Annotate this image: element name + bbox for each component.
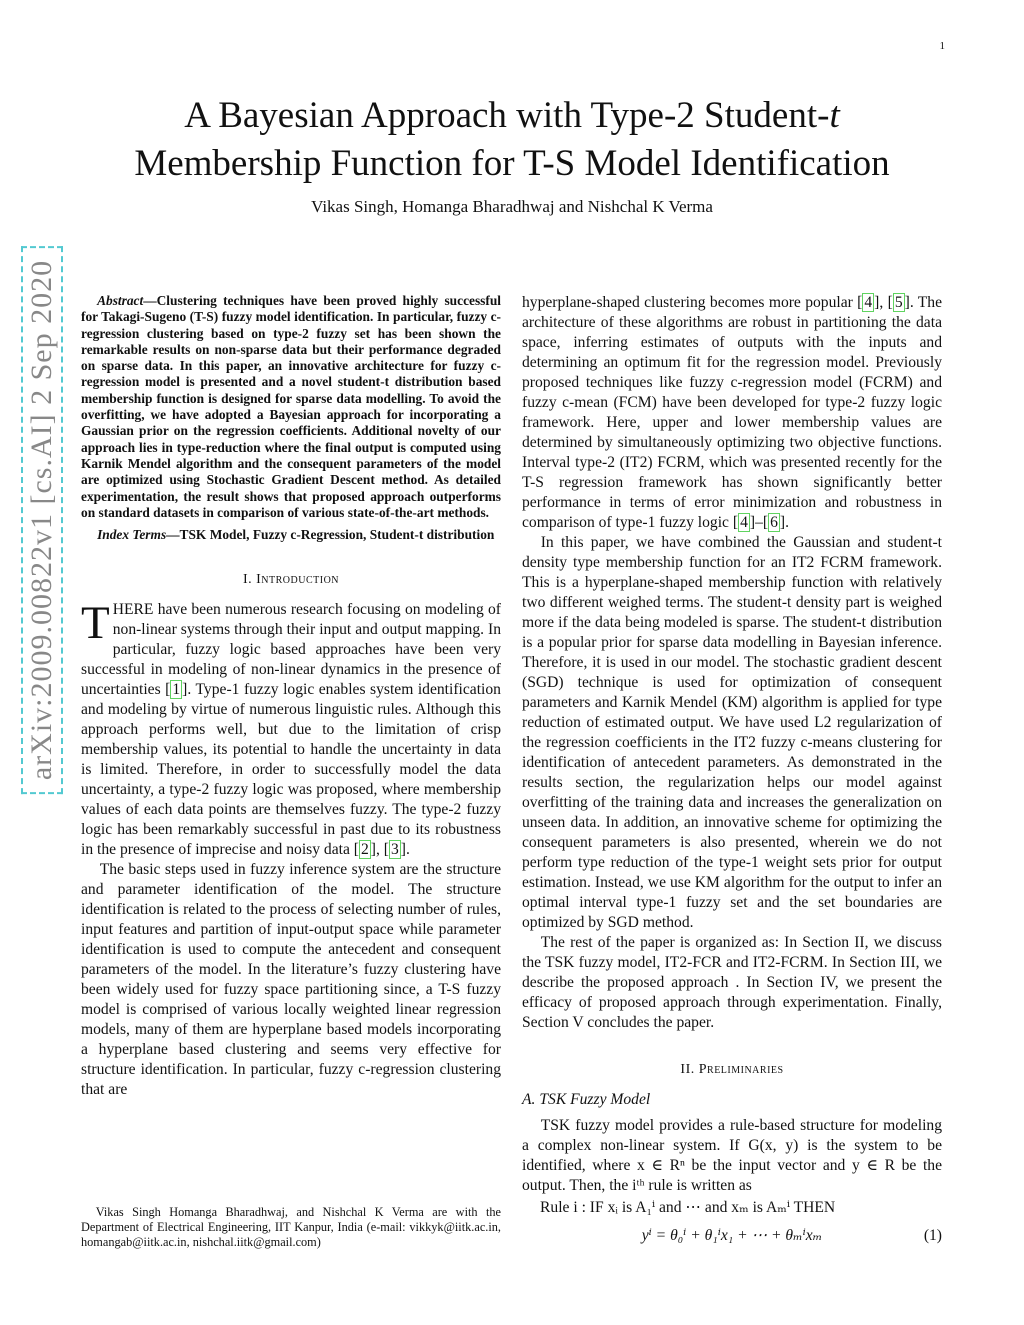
title-line-1: A Bayesian Approach with Type-2 Student-t [184, 95, 840, 136]
author-footnote: Vikas Singh Homanga Bharadhwaj, and Nishchal K Verma are with the Department of Electrical Engineering, IIT Kanpur, India (e-mail: vikkyk@iitk.ac.in, homangab@iitk.ac.in, nishchal.iitk@gmail.com) [81, 1205, 501, 1249]
abstract: Abstract—Clustering techniques have been proved highly successful for Takagi-Sugeno (T-S) fuzzy model identification. In particular, fuzzy c-regression clustering based on type-2 fuzzy set has been shown the remarkable results on non-sparse data but their performance degraded on sparse data. In this paper, an innovative architecture for fuzzy c-regression model is presented and a novel student-t distribution based membership function is designed for sparse data modelling. To avoid the overfitting, we have adopted a Bayesian approach for incorporating a Gaussian prior on the regression coefficients. Additional novelty of our approach lies in type-reduction where the final output is computed using Karnik Mendel algorithm and the consequent parameters of the model are optimized using Stochastic Gradient Descent method. As detailed experimentation, the result shows that proposed approach outperforms on standard datasets in comparison of various state-of-the-art methods. [81, 293, 501, 520]
citation-link[interactable]: 4 [864, 294, 873, 311]
index-terms: Index Terms—TSK Model, Fuzzy c-Regression, Student-t distribution [97, 527, 495, 543]
page-number: 1 [939, 40, 945, 52]
rule-statement: Rule i : IF xᵢ is A₁ⁱ and ⋯ and xₘ is Aₘⁱ THEN [540, 1199, 836, 1216]
tsk-paragraph: TSK fuzzy model provides a rule-based structure for modeling a complex non-linear system. If G(x, y) is the system to be identified, where x ∈ Rⁿ be the input vector and y ∈ R be the output. Then, the iᵗʰ rule is written as [522, 1117, 942, 1194]
citation-link[interactable]: 6 [770, 514, 778, 531]
intro-paragraph-5: The rest of the paper is organized as: In Section II, we discuss the TSK fuzzy model, IT2-FCR and IT2-FCRM. In Section III, we describe the proposed approach . In Section IV, we present the efficacy of proposed approach through experimentation. Finally, Section V concludes the paper. [522, 934, 942, 1031]
citation-link[interactable]: 5 [894, 294, 903, 311]
intro-paragraph-2: The basic steps used in fuzzy inference system are the structure and parameter identification of the model. The structure identification is related to the process of selecting number of rules, input features and partition of input-output space while parameter identification is used to compute the antecedent and consequent parameters of the model. In the literature’s fuzzy clustering have been widely used for fuzzy space partitioning since, a T-S fuzzy model is comprised of various locally weighted linear regression models, many of them are hyperplane based models incorporating a hyperplane based clustering and seems very effective for structure identification. In particular, fuzzy c-regression clustering that are [81, 861, 501, 1099]
arxiv-id[interactable]: arXiv:2009.00822v1 [cs.AI] 2 Sep 2020 [21, 246, 63, 794]
intro-paragraph-1: THERE have been numerous research focusing on modeling of non-linear systems through their input and output mapping. In particular, fuzzy logic based approaches have been very successful in modeling of non-linear dynamics in the presence of uncertainties [ 1 ]. Type-1 fuzzy logic enables system identification and modeling by virtue of numerous linguistic rules. Although this approach performs well, but due to the limitation of crisp membership values, its potential to handle the uncertainty in data is limited. Therefore, in order to successfully model the data uncertainty, a type-2 fuzzy logic was proposed, where membership values of each data points are themselves fuzzy. The type-2 fuzzy logic has been remarkably successful in past due to its robustness in the presence of imprecise and noisy data [ 2 ], [ 3 ]. [81, 597, 501, 859]
title-line-2: Membership Function for T-S Model Identification [134, 143, 890, 184]
drop-cap: T [81, 597, 110, 650]
citation-link[interactable]: 4 [740, 514, 748, 531]
citation-link[interactable]: 3 [391, 841, 399, 859]
section-heading-introduction: I. Introduction [242, 572, 340, 588]
subsection-heading-tsk: A. TSK Fuzzy Model [522, 1091, 651, 1108]
citation-link[interactable]: 1 [172, 681, 181, 699]
intro-paragraph-4: In this paper, we have combined the Gaussian and student-t density type membership function for an IT2 FCRM framework. This is a hyperplane-shaped membership function with relatively two different weighed terms. The student-t density part is weighed more if the data being modeled is sparse. The student-t distribution is a popular prior for sparse data modelling in Bayesian inference. Therefore, it is used in our model. The stochastic gradient descent (SGD) technique is used for optimization of consequent parameters and Karnik Mendel (KM) algorithm is applied for type reduction of estimated output. We have used L2 regularization of the regression coefficients in the IT2 fuzzy c-means clustering for identification of antecedent parameters. As demonstrated in the results section, the regularization helps our model against overfitting of the training data and increases the generalization on unseen data. In addition, an innovative scheme for optimizing the consequent parameters is also presented, wherein we do not perform type reduction of the type-1 weight sets prior for output estimation. Instead, we use KM algorithm for the output to infer an optimal interval type-1 fuzzy set and the set boundaries are optimized by SGD method. [522, 534, 942, 931]
author-list: Vikas Singh, Homanga Bharadhwaj and Nishchal K Verma [311, 197, 713, 216]
equation-1 [522, 1226, 942, 1246]
right-column [522, 293, 942, 1246]
section-heading-preliminaries: II. Preliminaries [680, 1062, 784, 1077]
equation-body: yⁱ = θ₀ⁱ + θ₁ⁱx₁ + ⋯ + θₘⁱxₘ [641, 1227, 823, 1244]
arxiv-sidebar-stamp[interactable] [14, 140, 70, 900]
intro-paragraph-3: hyperplane-shaped clustering becomes more popular [ 4 ], [ 5 ]. The architecture of these algorithms are robust in partitioning the data space, inferring estimates of outputs with the inputs and determining an optimum fit for the regression model. Previously proposed techniques like fuzzy c-regression model (FCRM) and fuzzy c-mean (FCM) have been developed for type-2 fuzzy logic framework. Here, upper and lower membership values are determined by simultaneously optimizing two objective functions. Interval type-2 (IT2) FCRM, which was presented recently for the T-S regression framework has shown significantly better performance in terms of error minimization and robustness in comparison of type-1 fuzzy logic [ 4 ]–[ 6 ]. [522, 294, 943, 531]
citation-link[interactable]: 2 [361, 841, 369, 859]
left-column [81, 293, 501, 1100]
paper-title [0, 92, 1024, 188]
equation-number: (1) [923, 1227, 942, 1244]
